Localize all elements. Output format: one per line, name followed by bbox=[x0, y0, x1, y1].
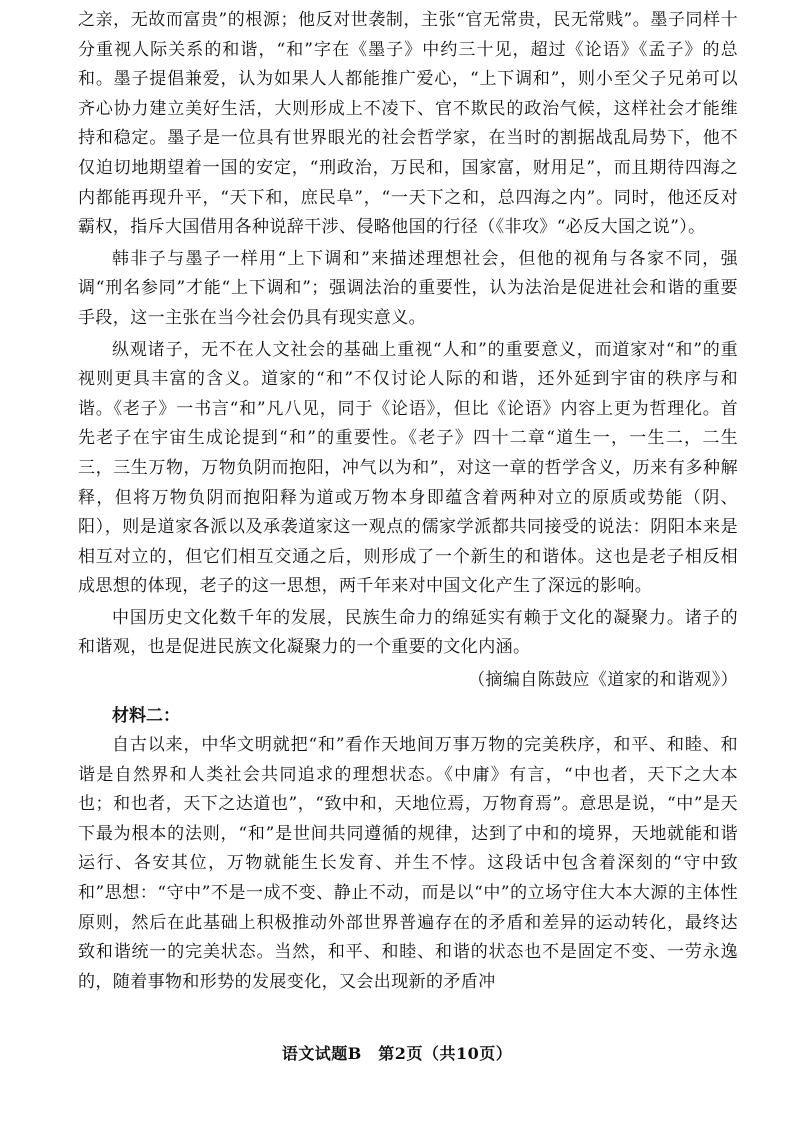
paragraph-zhongyong: 自古以来，中华文明就把“和”看作天地间万事万物的完美秩序，和平、和睦、和谐是自然界和人类社会共同追求的理想状态。《中庸》有言，“中也者，天下之大本也；和也者，天下之达道也”，“致中和，天地位焉，万物育焉”。意思是说，“中”是天下最为根本的法则，“和”是世间共同遵循的规律，达到了中和的境界，天地就能和谐运行、各安其位，万物就能生长发育、并生不悖。这段话中包含着深刻的“守中致和”思想：“守中”不是一成不变、静止不动，而是以“中”的立场守住大本大源的主体性原则，然后在此基础上积极推动外部世界普遍存在的矛盾和差异的运动转化，最终达致和谐统一的完美状态。当然，和平、和睦、和谐的状态也不是固定不变、一劳永逸的，随着事物和形势的发展变化，又会出现新的矛盾冲 bbox=[78, 735, 738, 992]
paragraph-mozi: 之亲，无故而富贵”的根源；他反对世袭制，主张“官无常贵，民无常贱”。墨子同样十分重视人际关系的和谐，“和”字在《墨子》中约三十见，超过《论语》《孟子》的总和。墨子提倡兼爱，认为如果人人都能推广爱心，“上下调和”，则小至父子兄弟可以齐心协力建立美好生活，大则形成上不凌下、官不欺民的政治气候，这样社会才能维持和稳定。墨子是一位具有世界眼光的社会哲学家，在当时的割据战乱局势下，他不仅迫切地期望着一国的安定，“刑政治，万民和，国家富，财用足”，而且期待四海之内都能再现升平，“天下和，庶民阜”，“一天下之和，总四海之内”。同时，他还反对霸权，指斥大国借用各种说辞干涉、侵略他国的行径（《非攻》“必反大国之说”）。 bbox=[78, 10, 738, 238]
source-citation: （摘编自陈鼓应《道家的和谐观》） bbox=[468, 670, 738, 691]
paragraph-daoism: 纵观诸子，无不在人文社会的基础上重视“人和”的重要意义，而道家对“和”的重视则更具丰富的含义。道家的“和”不仅讨论人际的和谐，还外延到宇宙的秩序与和谐。《老子》一书言“和”凡八见，同于《论语》，但比《论语》内容上更为哲理化。首先老子在宇宙生成论提到“和”的重要性。《老子》四十二章“道生一，一生二，二生三，三生万物，万物负阴而抱阳，冲气以为和”，对这一章的哲学含义，历来有多种解释，但将万物负阴而抱阳释为道或万物本身即蕴含着两种对立的原质或势能（阴、阳），则是道家各派以及承袭道家这一观点的儒家学派都共同接受的说法：阴阳本来是相互对立的，但它们相互交通之后，则形成了一个新生的和谐体。这也是老子相反相成思想的体现，老子的这一思想，两千年来对中国文化产生了深远的影响。 bbox=[78, 339, 738, 597]
paragraph-cohesion: 中国历史文化数千年的发展，民族生命力的绵延实有赖于文化的凝聚力。诸子的和谐观，也是促进民族文化凝聚力的一个重要的文化内涵。 bbox=[78, 607, 738, 658]
page-footer: 语文试题B 第2页（共10页） bbox=[281, 1044, 513, 1063]
paragraph-hanfeizi: 韩非子与墨子一样用“上下调和”来描述理想社会，但他的视角与各家不同，强调“刑名参同”才能“上下调和”；强调法治的重要性，认为法治是促进社会和谐的重要手段，这一主张在当今社会仍具有现实意义。 bbox=[78, 248, 738, 328]
material-two-heading: 材料二： bbox=[112, 706, 180, 727]
